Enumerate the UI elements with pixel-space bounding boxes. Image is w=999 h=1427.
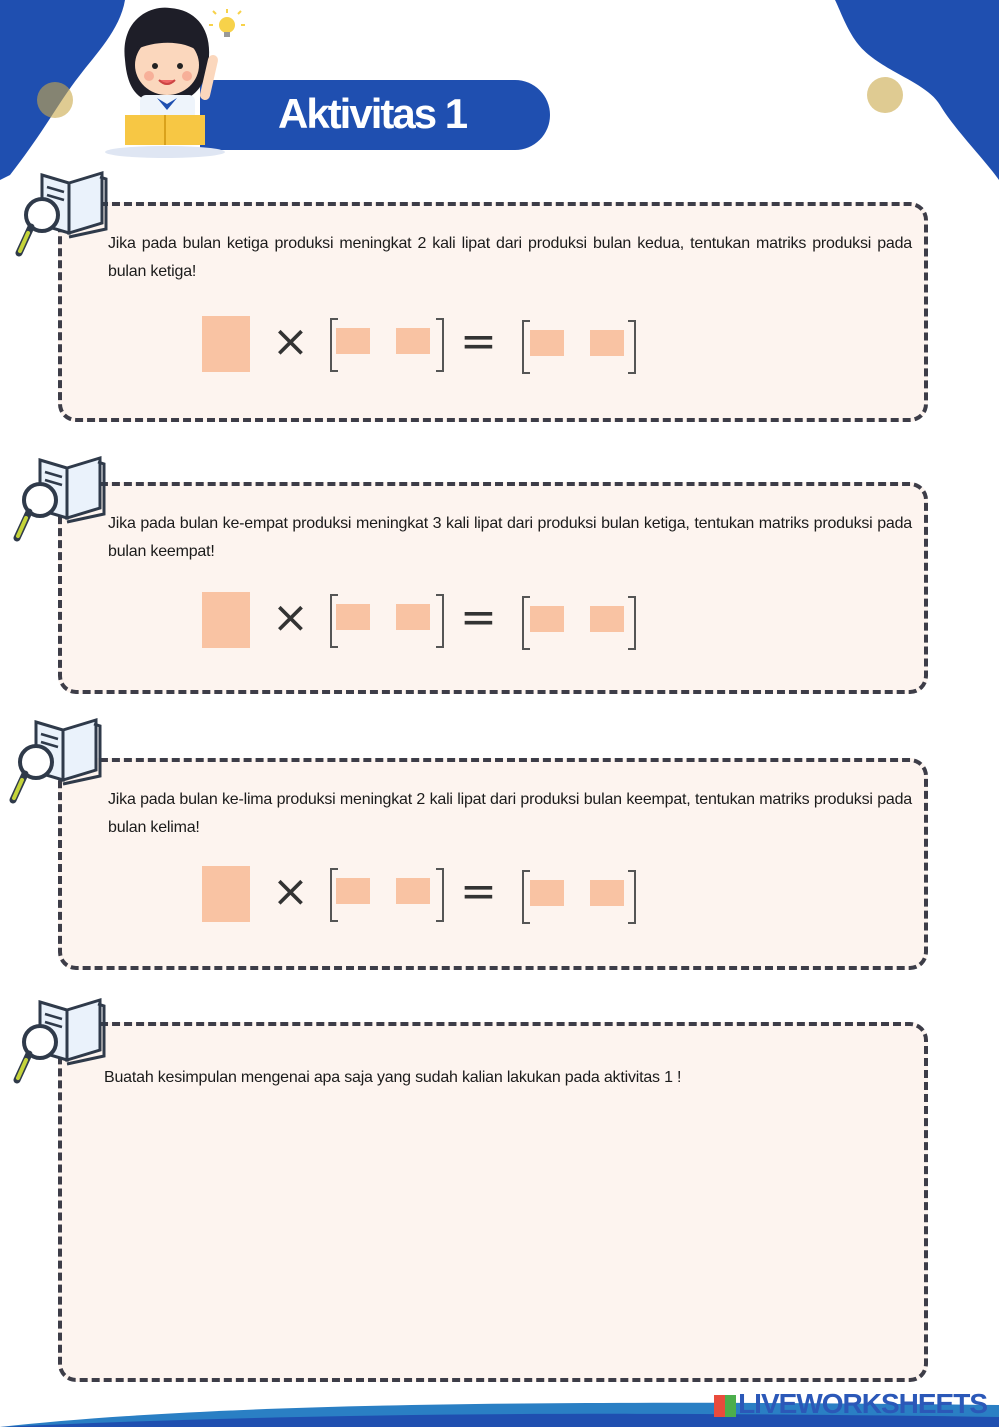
left-bracket (522, 870, 530, 924)
right-bracket (628, 320, 636, 374)
matrix-answer-box[interactable] (396, 328, 430, 354)
open-book-icon (14, 165, 109, 260)
scalar-answer-box[interactable] (202, 316, 250, 372)
lightbulb-icon (205, 5, 250, 50)
question-text: Buatah kesimpulan mengenai apa saja yang sudah kalian lakukan pada aktivitas 1 ! (104, 1069, 682, 1086)
matrix-answer-box[interactable] (396, 878, 430, 904)
question-text: Jika pada bulan ke-empat produksi meningkat 3 kali lipat dari produksi bulan ketiga, tentukan matriks produksi pada bulan keempat! (108, 515, 912, 560)
right-bracket (628, 596, 636, 650)
question-text: Jika pada bulan ke-lima produksi meningkat 2 kali lipat dari produksi bulan keempat, tentukan matriks produksi pada bulan kelima! (108, 791, 912, 836)
open-book-icon (12, 450, 107, 545)
left-bracket (522, 596, 530, 650)
open-book-icon (8, 712, 103, 807)
equals-symbol: = (460, 866, 497, 917)
question-text: Jika pada bulan ketiga produksi meningkat 2 kali lipat dari produksi bulan kedua, tentukan matriks produksi pada bulan ketiga! (108, 235, 912, 280)
activity-card-4 (58, 1022, 928, 1382)
result-answer-box[interactable] (530, 880, 564, 906)
activity-card-3 (58, 758, 928, 970)
matrix-answer-box[interactable] (396, 604, 430, 630)
right-bracket (436, 594, 444, 648)
left-bracket (522, 320, 530, 374)
matrix-answer-box[interactable] (336, 328, 370, 354)
logo-text: LIVEWORKSHEETS (738, 1388, 987, 1419)
times-symbol: × (272, 592, 309, 643)
top-right-blob-decoration (835, 0, 999, 180)
activity-card-2 (58, 482, 928, 694)
result-answer-box[interactable] (590, 880, 624, 906)
times-symbol: × (272, 866, 309, 917)
equals-symbol: = (460, 592, 497, 643)
scalar-answer-box[interactable] (202, 592, 250, 648)
matrix-answer-box[interactable] (336, 604, 370, 630)
liveworksheets-logo-icon (714, 1395, 736, 1417)
right-bracket (436, 318, 444, 372)
right-bracket (436, 868, 444, 922)
activity-card-1 (58, 202, 928, 422)
times-symbol: × (272, 316, 309, 367)
result-answer-box[interactable] (590, 606, 624, 632)
liveworksheets-logo[interactable] (714, 1388, 987, 1420)
page-title: Aktivitas 1 (278, 90, 467, 137)
matrix-answer-box[interactable] (336, 878, 370, 904)
result-answer-box[interactable] (530, 330, 564, 356)
open-book-icon (12, 992, 107, 1087)
right-bracket (628, 870, 636, 924)
result-answer-box[interactable] (590, 330, 624, 356)
equals-symbol: = (460, 316, 497, 367)
result-answer-box[interactable] (530, 606, 564, 632)
conclusion-answer-area[interactable] (102, 1106, 904, 1358)
scalar-answer-box[interactable] (202, 866, 250, 922)
